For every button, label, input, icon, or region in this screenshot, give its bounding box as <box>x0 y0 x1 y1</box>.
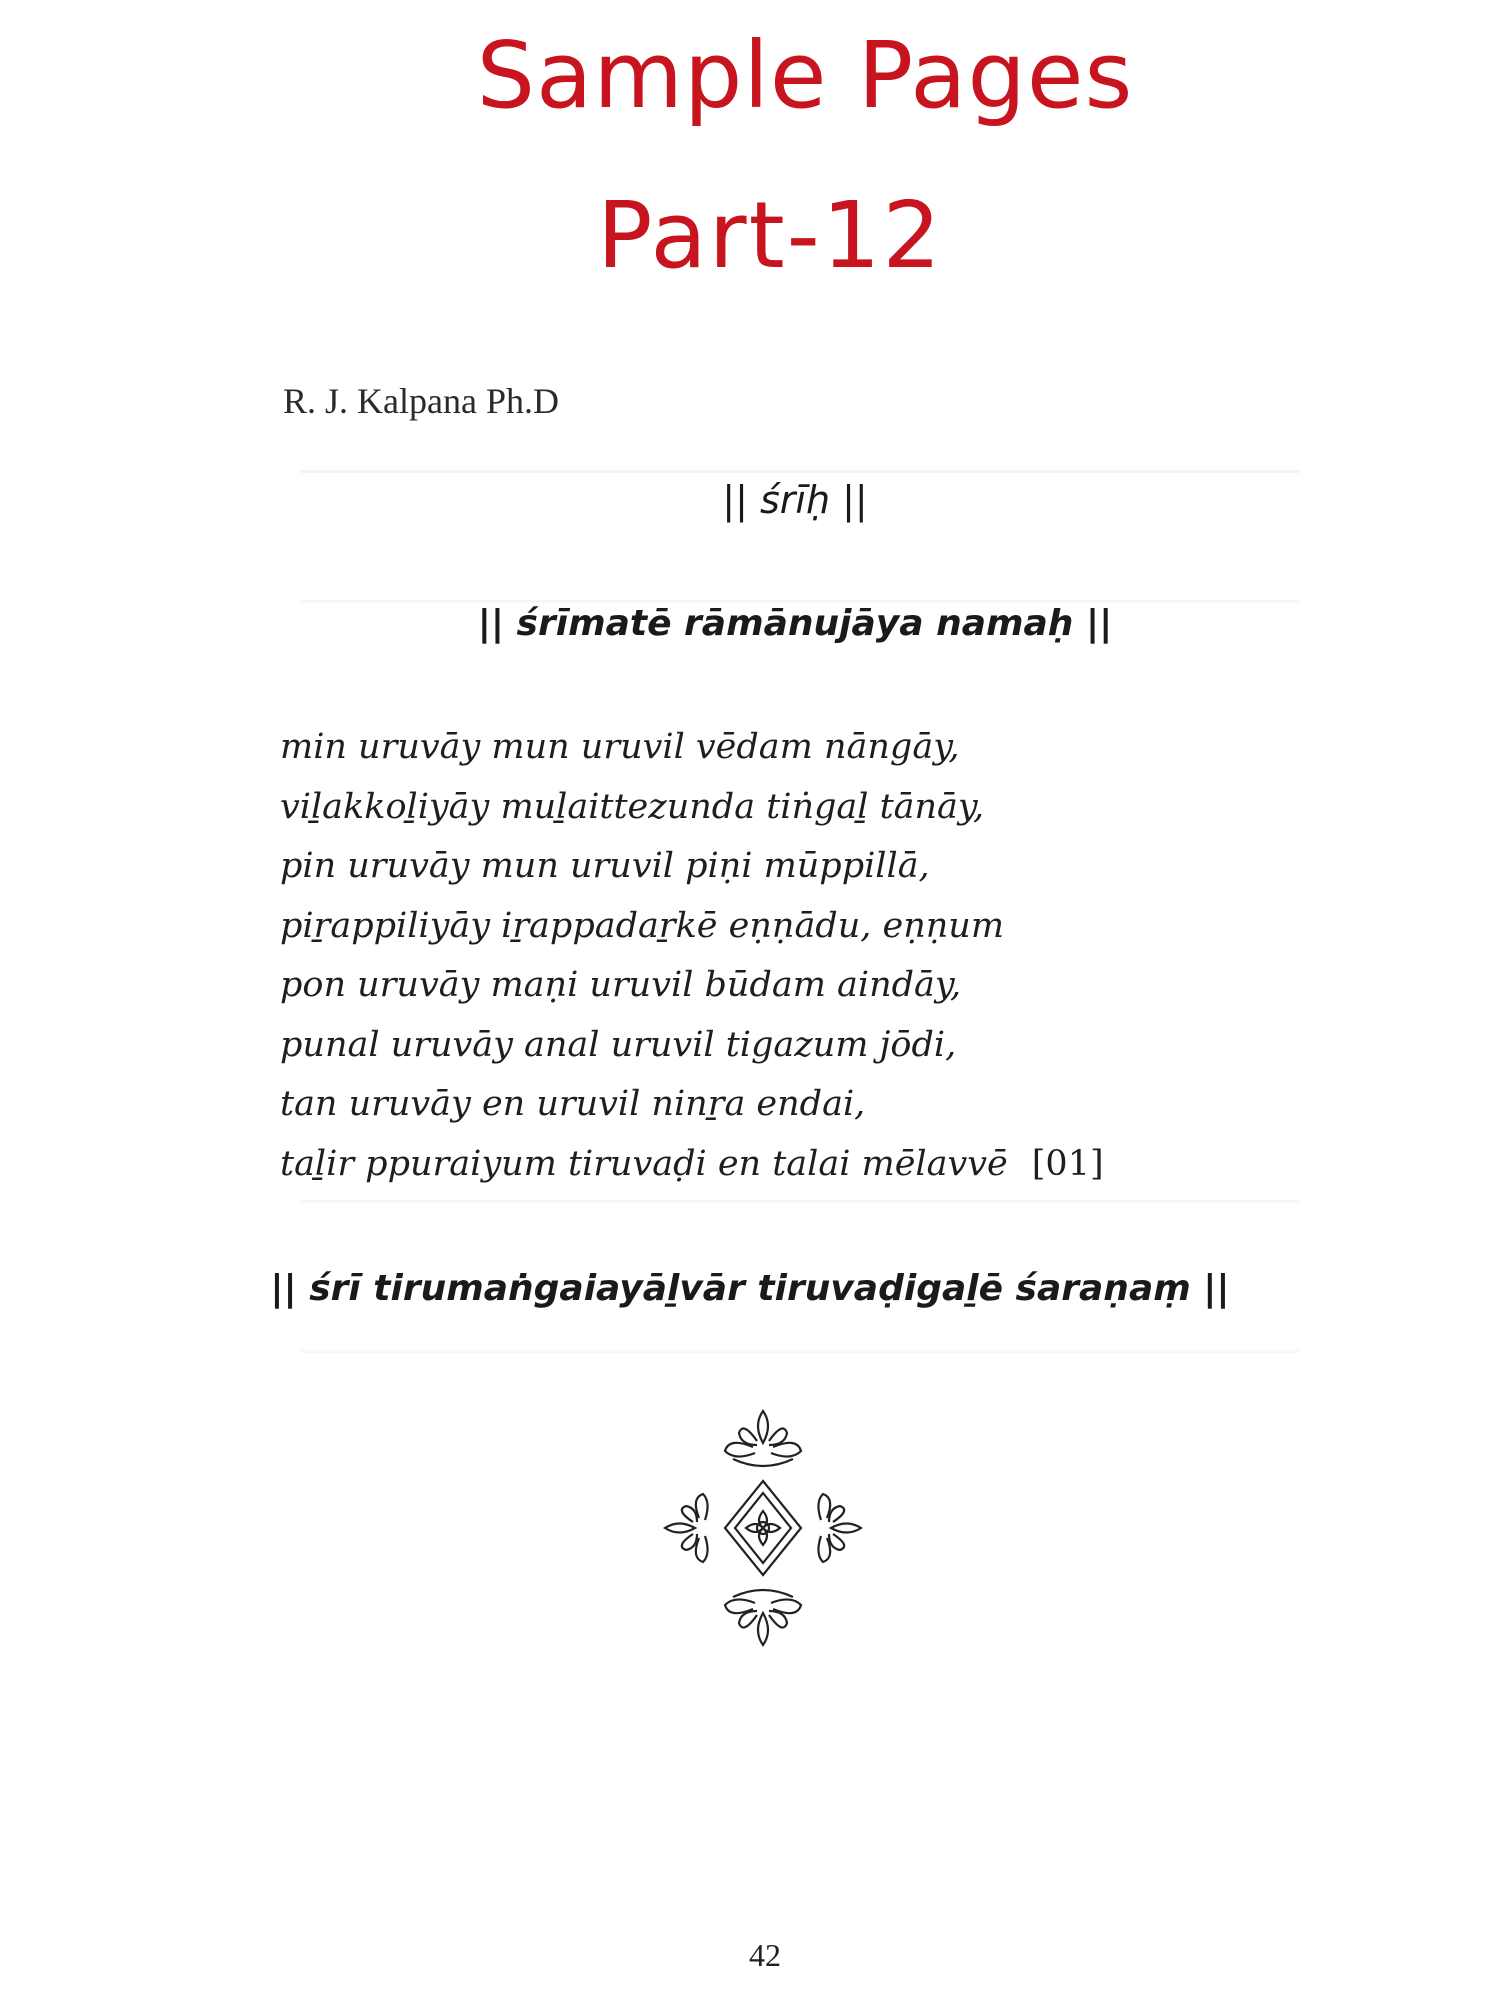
verse-number: [01] <box>1031 1143 1104 1184</box>
verse-line-last <box>280 1135 1280 1195</box>
page-number: 42 <box>749 1937 781 1973</box>
verse-line: pon uruvāy maṇi uruvil būdam aindāy, <box>280 965 962 1005</box>
banner-title: Sample Pages <box>476 22 1134 129</box>
closing-salutation: || śrī tirumaṅgaiayāḻvār tiruvaḍigaḻē śaraṇaṃ || <box>270 1268 1230 1309</box>
banner-subtitle: Part-12 <box>597 182 943 289</box>
verse-line: viḻakkoḻiyāy muḻaittezunda tiṅgaḻ tānāy, <box>280 786 985 827</box>
verse-line: tan uruvāy en uruvil ninṟa endai, <box>280 1084 866 1124</box>
bleed-through <box>300 1350 1300 1353</box>
verse-line: pin uruvāy mun uruvil piṇi mūppillā, <box>280 846 930 886</box>
invocation-ramanuja: || śrīmatē rāmānujāya namaḥ || <box>477 603 1113 644</box>
bleed-through <box>300 470 1300 473</box>
verse-line-text: taḻir ppuraiyum tiruvaḍi en talai mēlavvē <box>280 1143 1008 1184</box>
author-name: R. J. Kalpana Ph.D <box>283 381 559 421</box>
bleed-through <box>300 1200 1300 1203</box>
verse-line: punal uruvāy anal uruvil tigazum jōdi, <box>280 1024 957 1065</box>
lotus-rangoli-icon <box>663 1403 863 1653</box>
verse <box>280 718 1280 1194</box>
invocation-sri: || śrīḥ || <box>722 478 868 522</box>
verse-line: min uruvāy mun uruvil vēdam nāngāy, <box>280 727 960 767</box>
verse-line: piṟappiliyāy iṟappadaṟkē eṇṇādu, eṇṇum <box>280 905 1005 946</box>
